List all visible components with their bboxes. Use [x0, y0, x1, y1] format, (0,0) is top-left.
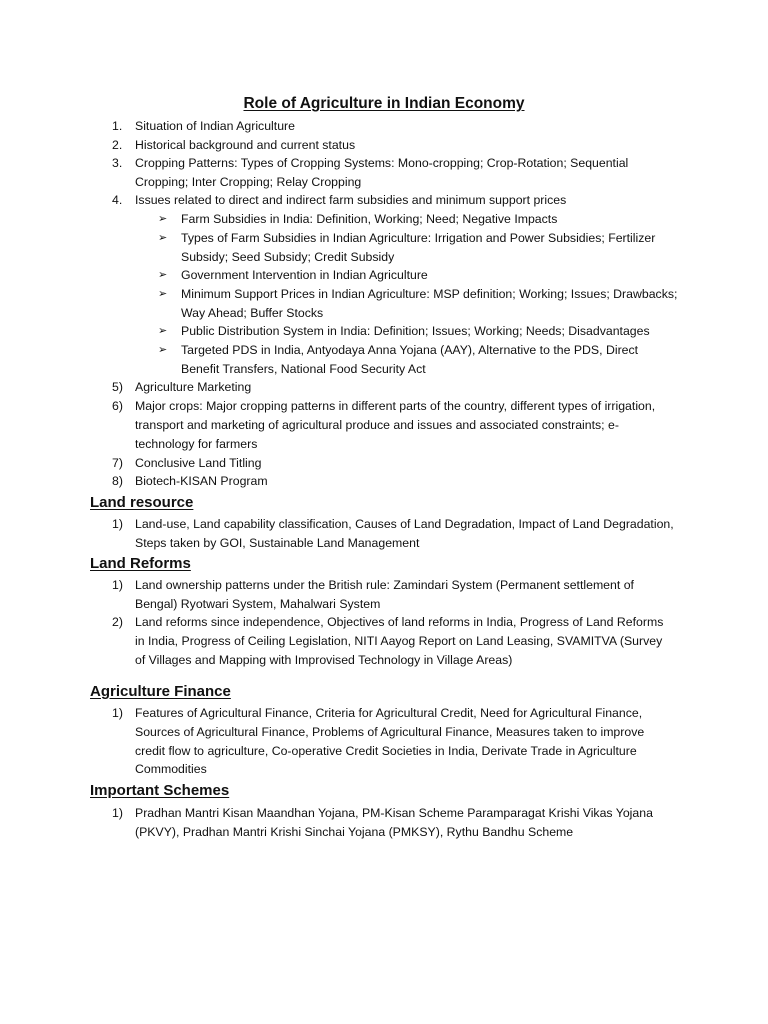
arrow-bullet-icon: ➢: [158, 288, 168, 300]
item-number: 1): [112, 806, 123, 820]
section-heading-agriculture-finance: Agriculture Finance: [90, 683, 231, 700]
item-number: 1): [112, 706, 123, 720]
list-item: [112, 613, 675, 669]
section-heading-important-schemes: Important Schemes: [90, 782, 230, 799]
list-item: [112, 576, 675, 614]
item-number: 8): [112, 474, 123, 488]
item-number: 5): [112, 380, 123, 394]
arrow-bullet-icon: ➢: [158, 344, 168, 356]
sub-item-text: Farm Subsidies in India: Definition, Working; Need; Negative Impacts: [181, 212, 558, 226]
item-text: Issues related to direct and indirect farm subsidies and minimum support prices: [135, 193, 567, 207]
sub-item-text: Minimum Support Prices in Indian Agriculture: MSP definition; Working; Issues; Drawbacks; Way Ahead; Buffer Stocks: [181, 287, 678, 320]
item-text: Agriculture Marketing: [135, 380, 252, 394]
list-item: [112, 704, 675, 779]
item-number: 1): [112, 517, 123, 531]
item-text: Land-use, Land capability classification, Causes of Land Degradation, Impact of Land Degradation, Steps taken by GOI, Sustainable Land Management: [135, 517, 674, 550]
item-text: Pradhan Mantri Kisan Maandhan Yojana, PM-Kisan Scheme Paramparagat Krishi Vikas Yojana (PKVY), Pradhan Mantri Krishi Sinchai Yojana (PMKSY), Rythu Bandhu Scheme: [135, 806, 653, 839]
arrow-bullet-icon: ➢: [158, 269, 168, 281]
list-item: [112, 804, 675, 842]
sub-item-text: Types of Farm Subsidies in Indian Agriculture: Irrigation and Power Subsidies; Fertilizer Subsidy; Seed Subsidy; Credit Subsidy: [181, 231, 656, 264]
item-text: Land ownership patterns under the British rule: Zamindari System (Permanent settlement of Bengal) Ryotwari System, Mahalwari System: [135, 578, 634, 611]
sub-list-item: [158, 210, 679, 229]
arrow-bullet-icon: ➢: [158, 213, 168, 225]
item-number: 7): [112, 456, 123, 470]
list-item: [112, 136, 675, 155]
item-number: 2.: [112, 138, 123, 152]
item-text: Situation of Indian Agriculture: [135, 119, 295, 133]
sub-list-item: [158, 229, 679, 267]
item-text: Conclusive Land Titling: [135, 456, 262, 470]
list-item: [112, 191, 675, 210]
sub-item-text: Public Distribution System in India: Definition; Issues; Working; Needs; Disadvantages: [181, 324, 650, 338]
sub-list-item: [158, 285, 679, 323]
sub-item-text: Targeted PDS in India, Antyodaya Anna Yojana (AAY), Alternative to the PDS, Direct Benefit Transfers, National Food Security Act: [181, 343, 639, 376]
sub-list-item: [158, 322, 679, 341]
list-item: [112, 154, 675, 192]
section-heading-land-resource: Land resource: [90, 494, 194, 511]
sub-item-text: Government Intervention in Indian Agriculture: [181, 268, 428, 282]
page-title: Role of Agriculture in Indian Economy: [243, 95, 525, 112]
item-number: 4.: [112, 193, 123, 207]
item-text: Features of Agricultural Finance, Criteria for Agricultural Credit, Need for Agricultural Finance, Sources of Agricultural Finance, Problems of Agricultural Finance, Measures taken to improve credit flow to agriculture, Co-operative Credit Societies in India, Derivate Trade in Agriculture Commodities: [135, 706, 645, 777]
list-item: [112, 472, 675, 491]
item-text: Major crops: Major cropping patterns in different parts of the country, different types of irrigation, transport and marketing of agricultural produce and issues and associated constraints; e-technology for farmers: [135, 399, 656, 451]
item-number: 1.: [112, 119, 123, 133]
list-item: [112, 378, 675, 397]
item-text: Land reforms since independence, Objectives of land reforms in India, Progress of Land Reforms in India, Progress of Ceiling Legislation, NITI Aayog Report on Land Leasing, SVAMITVA (Survey of Villages and Mapping with Improvised Technology in Village Areas): [135, 615, 664, 667]
item-number: 2): [112, 615, 123, 629]
list-item: [112, 117, 675, 136]
item-number: 3.: [112, 156, 123, 170]
arrow-bullet-icon: ➢: [158, 325, 168, 337]
list-item: [112, 397, 675, 453]
item-text: Historical background and current status: [135, 138, 356, 152]
item-number: 1): [112, 578, 123, 592]
sub-list-item: [158, 266, 679, 285]
arrow-bullet-icon: ➢: [158, 232, 168, 244]
list-item: [112, 515, 675, 553]
item-text: Cropping Patterns: Types of Cropping Systems: Mono-cropping; Crop-Rotation; Sequential Cropping; Inter Cropping; Relay Cropping: [135, 156, 629, 189]
item-number: 6): [112, 399, 123, 413]
sub-list-item: [158, 341, 679, 379]
item-text: Biotech-KISAN Program: [135, 474, 268, 488]
list-item: [112, 454, 675, 473]
section-heading-land-reforms: Land Reforms: [90, 555, 191, 572]
